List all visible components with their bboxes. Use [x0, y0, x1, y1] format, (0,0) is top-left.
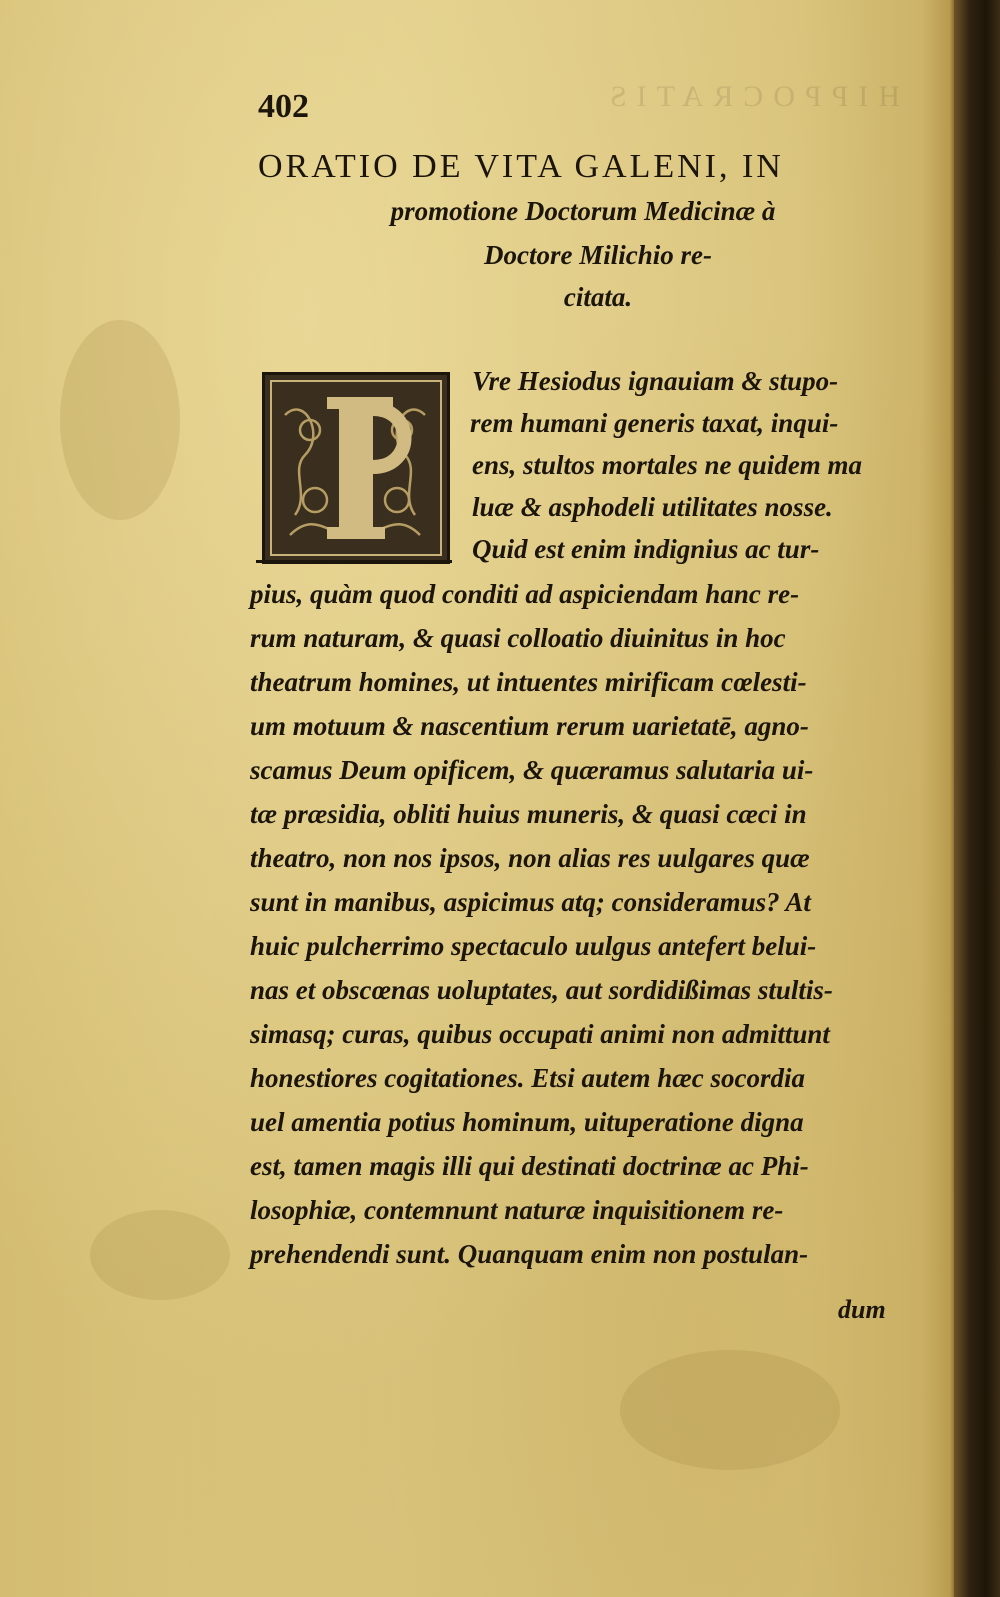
body-text-line: um motuum & nascentium rerum uarietatē, agno-: [250, 711, 809, 741]
body-text-line: nas et obscœnas uoluptates, aut sordidißimas stultis-: [250, 975, 833, 1005]
initial-rule: [256, 560, 452, 563]
page-number: 402: [258, 88, 309, 125]
body-text-line: uel amentia potius hominum, uituperatione digna: [250, 1107, 804, 1137]
initial-ornament-icon: [265, 375, 447, 561]
subtitle-line: citata.: [563, 282, 633, 312]
running-title: ORATIO DE VITA GALENI, IN: [258, 148, 784, 185]
catchword: dum: [838, 1295, 886, 1324]
body-text-line: rum naturam, & quasi colloatio diuinitus in hoc: [250, 623, 786, 653]
body-text-line: prehendendi sunt. Quanquam enim non postulan-: [250, 1239, 809, 1269]
paper-stain: [90, 1210, 230, 1300]
body-text-line: rem humani generis taxat, inqui-: [470, 408, 839, 438]
body-text-line: losophiæ, contemnunt naturæ inquisitionem re-: [250, 1195, 784, 1225]
body-text-line: Vre Hesiodus ignauiam & stupo-: [472, 366, 839, 396]
body-text-line: pius, quàm quod conditi ad aspiciendam hanc re-: [250, 579, 800, 609]
body-text-line: Quid est enim indignius ac tur-: [472, 534, 820, 564]
paper-stain: [620, 1350, 840, 1470]
body-text-line: sunt in manibus, aspicimus atq; consideramus? At: [250, 887, 811, 917]
body-text-line: honestiores cogitationes. Etsi autem hæc socordia: [250, 1063, 806, 1093]
bleed-through-text: HIPPOCRATIS: [599, 80, 900, 113]
paper-stain: [60, 320, 180, 520]
book-spine-edge: [954, 0, 1000, 1597]
body-text-line: simasq; curas, quibus occupati animi non admittunt: [250, 1019, 830, 1049]
body-text-line: scamus Deum opificem, & quæramus salutaria ui-: [250, 755, 814, 785]
subtitle-line: promotione Doctorum Medicinæ à: [390, 196, 776, 226]
subtitle-line: Doctore Milichio re-: [484, 240, 712, 270]
body-text-line: ens, stultos mortales ne quidem ma: [472, 450, 863, 480]
body-text-line: luæ & asphodeli utilitates nosse.: [472, 492, 833, 522]
body-text-line: huic pulcherrimo spectaculo uulgus antefert belui-: [250, 931, 817, 961]
decorated-initial-letter: [262, 372, 450, 564]
body-text-line: theatrum homines, ut intuentes mirificam cœlesti-: [250, 667, 807, 697]
body-text-line: est, tamen magis illi qui destinati doctrinæ ac Phi-: [250, 1151, 809, 1181]
body-text-line: theatro, non nos ipsos, non alias res uulgares quæ: [250, 843, 810, 873]
body-text-line: tæ præsidia, obliti huius muneris, & quasi cæci in: [250, 799, 807, 829]
